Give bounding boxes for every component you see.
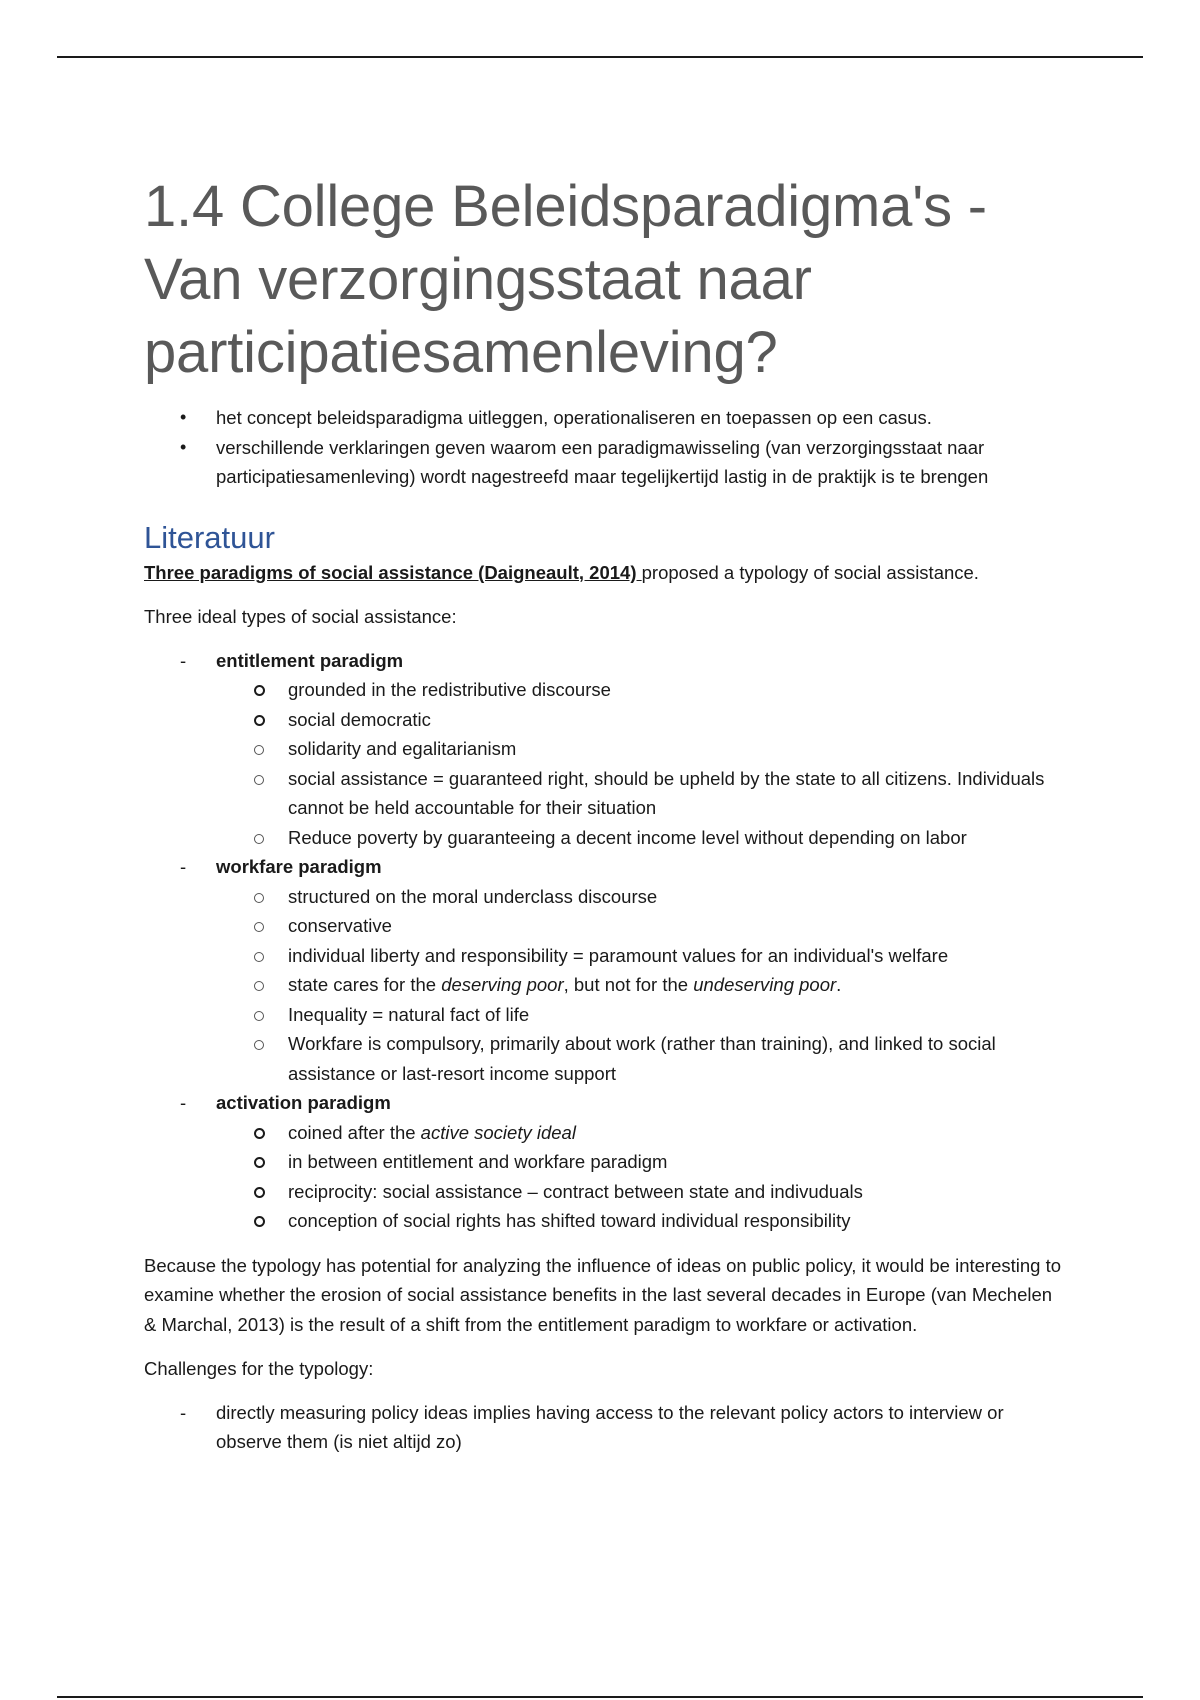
list-item: structured on the moral underclass discourse xyxy=(144,882,1064,912)
circle-bullet-icon xyxy=(254,715,265,726)
circle-bullet-icon xyxy=(254,685,265,696)
list-item: Workfare is compulsory, primarily about work (rather than training), and linked to social assistance or last-resort income support xyxy=(144,1029,1064,1088)
circle-bullet-icon xyxy=(254,834,264,844)
list-item: coined after the active society ideal xyxy=(144,1118,1064,1148)
paradigm-label: activation paradigm xyxy=(216,1092,391,1113)
list-item: social assistance = guaranteed right, should be upheld by the state to all citizens. Individuals cannot be held accountable for their situation xyxy=(144,764,1064,823)
circle-bullet-icon xyxy=(254,952,264,962)
dash-marker: - xyxy=(180,1092,187,1113)
top-rule xyxy=(57,56,1143,58)
paradigm-sublist xyxy=(216,882,1064,1089)
list-item: Inequality = natural fact of life xyxy=(144,1000,1064,1030)
list-item: • verschillende verklaringen geven waarom een paradigmawisseling (van verzorgingsstaat naar participatiesamenleving) wordt nagestreefd maar tegelijkertijd lastig in de praktijk is te brengen xyxy=(144,433,1064,492)
reference-citation: Three paradigms of social assistance (Daigneault, 2014) xyxy=(144,561,642,583)
dash-marker: - xyxy=(180,649,187,671)
circle-bullet-icon xyxy=(254,981,264,991)
circle-bullet-icon xyxy=(254,1128,265,1139)
analysis-paragraph: Because the typology has potential for analyzing the influence of ideas on public policy, it would be interesting to examine whether the erosion of social assistance benefits in the last several decades in Europe (van Mechelen & Marchal, 2013) is the result of a shift from the entitlement paradigm to workfare or activation. xyxy=(144,1254,1062,1335)
dash-marker: - xyxy=(180,1401,187,1423)
list-item: grounded in the redistributive discourse xyxy=(144,675,1064,705)
paradigm-sublist xyxy=(216,1118,1064,1236)
challenges-label: Challenges for the typology: xyxy=(144,1358,374,1379)
circle-bullet-icon xyxy=(254,922,264,932)
dash-marker: - xyxy=(180,856,187,877)
list-item: reciprocity: social assistance – contract between state and indivuduals xyxy=(144,1177,1064,1207)
page-title: 1.4 College Beleidsparadigma's - Van verzorgingsstaat naar participatiesamenleving? xyxy=(144,174,987,385)
circle-bullet-icon xyxy=(254,775,264,785)
bullet-icon: • xyxy=(180,407,187,427)
list-item: social democratic xyxy=(144,705,1064,735)
paradigm-workfare xyxy=(144,852,1064,1088)
circle-bullet-icon xyxy=(254,893,264,903)
list-item: in between entitlement and workfare paradigm xyxy=(144,1147,1064,1177)
circle-bullet-icon xyxy=(254,745,264,755)
circle-bullet-icon xyxy=(254,1187,265,1198)
challenges-list xyxy=(144,1398,1064,1457)
circle-bullet-icon xyxy=(254,1216,265,1227)
ideal-types-label: Three ideal types of social assistance: xyxy=(144,606,457,627)
list-item: individual liberty and responsibility = paramount values for an individual's welfare xyxy=(144,941,1064,971)
list-item: conception of social rights has shifted toward individual responsibility xyxy=(144,1206,1064,1236)
paradigm-activation xyxy=(144,1088,1064,1236)
list-item: solidarity and egalitarianism xyxy=(144,734,1064,764)
paradigm-sublist xyxy=(216,675,1064,852)
circle-bullet-icon xyxy=(254,1011,264,1021)
paradigm-label: entitlement paradigm xyxy=(216,649,404,671)
learning-goals-list xyxy=(144,403,1064,492)
list-item: • het concept beleidsparadigma uitleggen, operationaliseren en toepassen op een casus. xyxy=(144,403,1064,433)
paradigm-entitlement xyxy=(144,646,1064,853)
paradigms-list xyxy=(144,646,1064,1236)
bullet-icon: • xyxy=(180,436,187,457)
paradigm-label: workfare paradigm xyxy=(216,856,382,877)
list-item: Reduce poverty by guaranteeing a decent income level without depending on labor xyxy=(144,823,1064,853)
document-page xyxy=(144,170,1064,1457)
circle-bullet-icon xyxy=(254,1040,264,1050)
list-item: state cares for the deserving poor, but not for the undeserving poor. xyxy=(144,970,1064,1000)
circle-bullet-icon xyxy=(254,1157,265,1168)
section-heading: Literatuur xyxy=(144,519,275,555)
bottom-rule xyxy=(57,1696,1143,1698)
list-item: conservative xyxy=(144,911,1064,941)
intro-paragraph: Three paradigms of social assistance (Daigneault, 2014) proposed a typology of social assistance. xyxy=(144,561,979,583)
list-item: - directly measuring policy ideas implies having access to the relevant policy actors to interview or observe them (is niet altijd zo) xyxy=(144,1398,1064,1457)
